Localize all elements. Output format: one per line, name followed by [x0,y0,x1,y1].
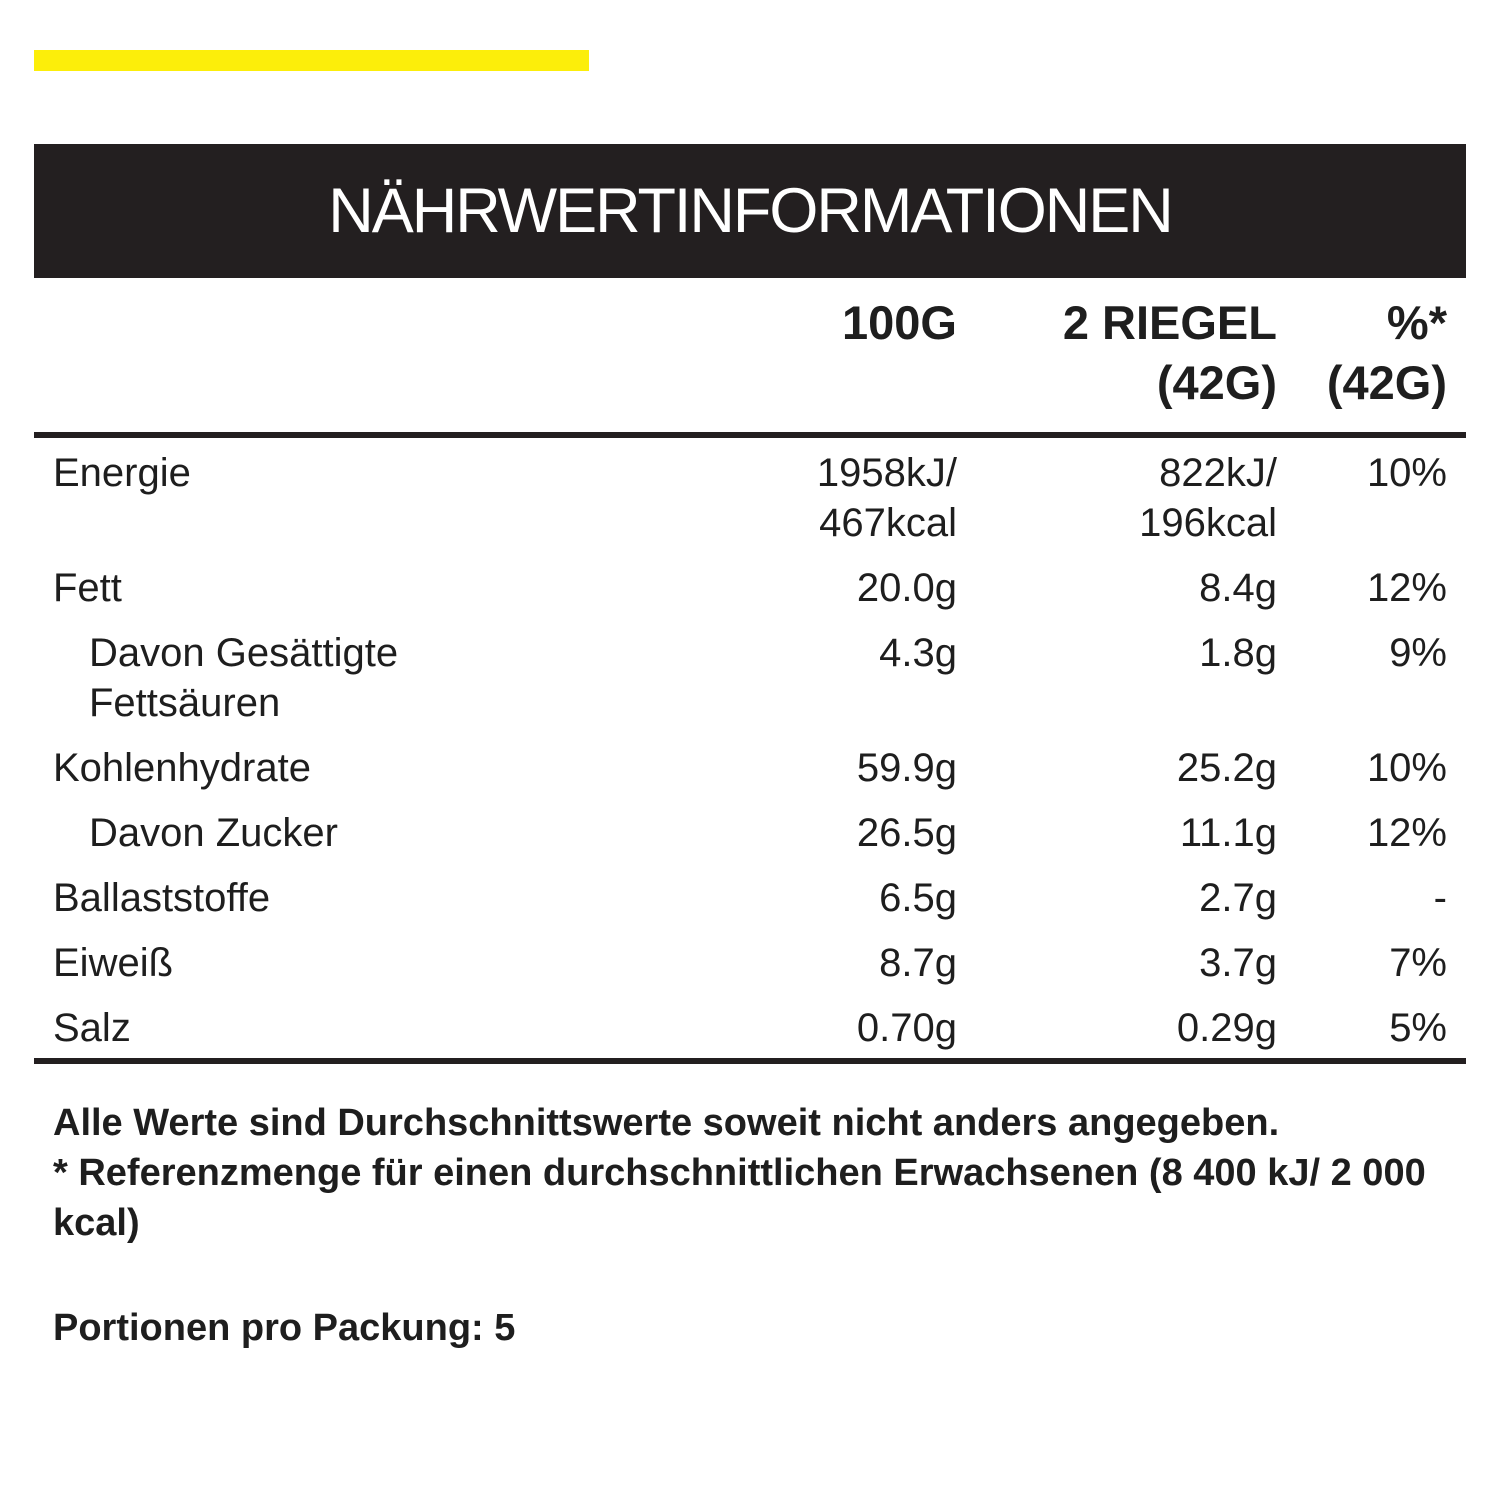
value-percent: 12% [1366,811,1447,855]
value-serving: 3.7g [1199,941,1277,985]
nutrient-name: Ballaststoffe [53,876,271,920]
table-top-rule [34,432,1466,438]
value-serving: 2.7g [1199,876,1277,920]
value-serving: 0.29g [1176,1006,1277,1050]
value-100g: 0.70g [856,1006,957,1050]
column-header-100g: 100G [842,296,957,349]
value-percent: 5% [1389,1006,1447,1050]
value-100g: 6.5g [879,876,957,920]
value-percent: - [1433,876,1447,920]
nutrient-name: Eiweiß [53,941,174,985]
value-percent: 10% [1366,451,1447,495]
title-banner [34,144,1466,278]
value-100g: 4.3g [879,631,957,675]
table-bottom-rule [34,1058,1466,1064]
value-100g: 26.5g [856,811,957,855]
value-serving: 1.8g [1199,631,1277,675]
nutrient-name: Davon Gesättigte Fettsäuren [89,631,399,725]
value-serving: 11.1g [1179,811,1277,855]
accent-bar [34,50,589,71]
column-header-serving: 2 RIEGEL (42G) [1062,296,1277,409]
value-serving: 822kJ/ 196kcal [1139,451,1277,545]
nutrient-name: Fett [53,566,122,610]
value-100g: 59.9g [856,746,957,790]
column-header-percent: %* (42G) [1326,296,1447,409]
nutrient-name: Energie [53,451,191,495]
nutrient-name: Salz [53,1006,131,1050]
value-percent: 7% [1389,941,1447,985]
footnote-average-values: Alle Werte sind Durchschnittswerte soweit nicht anders angegeben. [53,1102,1280,1144]
value-percent: 10% [1366,746,1447,790]
value-100g: 8.7g [879,941,957,985]
footnote-reference-intake: * Referenzmenge für einen durchschnittlichen Erwachsenen (8 400 kJ/ 2 000 kcal) [53,1152,1426,1244]
nutrient-name: Davon Zucker [89,811,338,855]
value-percent: 9% [1389,631,1447,675]
page-title: NÄHRWERTINFORMATIONEN [328,176,1172,246]
nutrient-name: Kohlenhydrate [53,746,311,790]
value-serving: 8.4g [1199,566,1277,610]
value-percent: 12% [1366,566,1447,610]
footnotes [53,1098,1473,1248]
value-serving: 25.2g [1176,746,1277,790]
value-100g: 1958kJ/ 467kcal [816,451,957,545]
portions-per-pack: Portionen pro Packung: 5 [53,1307,516,1349]
value-100g: 20.0g [856,566,957,610]
